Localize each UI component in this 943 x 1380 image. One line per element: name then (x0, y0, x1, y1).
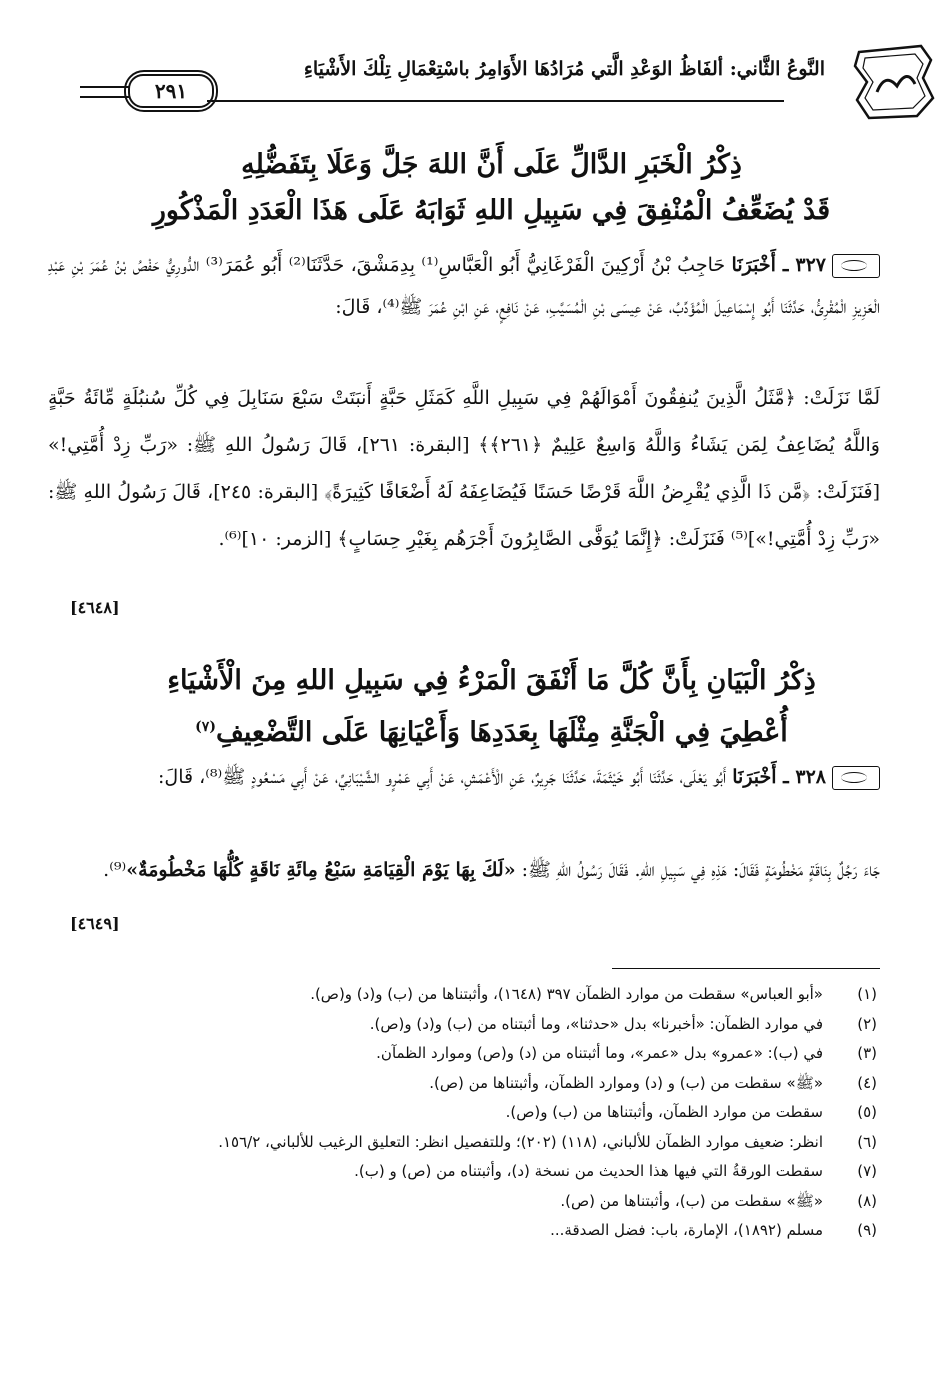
footnote-item (57, 1128, 877, 1158)
footnote-number: (٦) (857, 1132, 877, 1151)
hadith-number: ٣٢٧ ـ أَخْبَرَنَا (731, 254, 826, 276)
footnote-separator (612, 968, 880, 969)
hadith-328-isnad-paragraph (48, 756, 880, 798)
footnote-item (57, 1069, 877, 1099)
footnote-text: «ﷺ» سقطت من (ب) و (د) وموارد الظمآن، وأثبتناها من (ص). (429, 1073, 823, 1092)
footnote-number: (٨) (857, 1191, 877, 1210)
footnote-item (57, 1157, 877, 1187)
footnote-list (57, 980, 877, 1246)
footnote-mark: (٧) (195, 719, 216, 735)
footnote-number: (٤) (857, 1073, 877, 1092)
footnote-number: (١) (857, 985, 877, 1003)
footnote-text: انظر: ضعيف موارد الظمآن للألباني، (١١٨) (٢٠٢)؛ وللتفصيل انظر: التعليق الرغيب للألباني، ١٥٦/٢. (218, 1132, 823, 1151)
hadith-number: ٣٢٨ ـ أَخْبَرَنَا (732, 766, 826, 788)
footnote-item (57, 1010, 877, 1040)
footnote-item (57, 1216, 877, 1246)
header-ornament-icon (851, 38, 937, 124)
footnote-text: سقطت من موارد الظمآن، وأثبتناها من (ب) و(ص). (505, 1103, 823, 1121)
footnote-text: في (ب): «عمرو» بدل «عمر»، وما أثبتناه من (د) و(ص) وموارد الظمآن. (376, 1044, 823, 1062)
chapter-heading-1-line2: قَدْ يُضَعِّفُ الْمُنْفِقَ فِي سَبِيلِ اللهِ ثَوَابَهُ عَلَى هَذَا الْعَدَدِ الْمَذْكُورِ (152, 195, 831, 226)
chapter-heading-2 (80, 658, 903, 756)
chapter-heading-2-line1: ذِكْرُ الْبَيَانِ بِأَنَّ كُلَّ مَا أَنْفَقَ الْمَرْءُ فِي سَبِيلِ اللهِ مِنَ الْأَشْيَاءِ (167, 665, 816, 696)
hadith-reference-number: [٤٦٤٩] (70, 914, 120, 933)
hadith-327-matn-paragraph (48, 375, 880, 563)
chapter-heading-2-line2: أُعْطِيَ فِي الْجَنَّةِ مِثْلَهَا بِعَدَدِهَا وَأَعْيَانِهَا عَلَى التَّضْعِيفِ (215, 717, 788, 748)
footnote-number: (٢) (857, 1014, 877, 1033)
footnote-text: مسلم (١٨٩٢)، الإمارة، باب: فضل الصدقة... (550, 1221, 823, 1239)
chapter-heading-1 (80, 142, 903, 234)
footnote-item (57, 980, 877, 1010)
footnote-text: في موارد الظمآن: «أخبرنا» بدل «حدثنا»، وما أثبتناه من (ب) و(د) و(ص). (369, 1014, 823, 1033)
running-title: النَّوعُ الثَّاني: ألفَاظُ الوَعْدِ الَّتي مُرَادُهَا الأَوَامِرُ باسْتِعْمَالِ تِلْكَ الأَشْيَاءِ (303, 58, 825, 80)
footnote-text: سقطت الورقةُ التي فيها هذا الحديث من نسخة (د)، وأثبتناه من (ص) و (ب). (354, 1162, 823, 1180)
prophetic-saying: «لَكَ بِهَا يَوْمَ الْقِيَامَةِ سَبْعُ مِائَةِ نَاقَةٍ كُلُّهَا مَخْطُومَةٌ» (126, 859, 516, 881)
footnote-number: (٧) (857, 1162, 877, 1180)
hadith-matn: جَاءَ رَجُلٌ بِنَاقَةٍ مَخْطُومَةٍ فَقَالَ: هَذِهِ فِي سَبِيلِ اللهِ. فَقَالَ رَسُولُ اللهِ ﷺ: (521, 859, 880, 881)
footnote-item (57, 1098, 877, 1128)
hadith-327-isnad-paragraph (48, 244, 880, 328)
chapter-heading-1-line1: ذِكْرُ الْخَبَرِ الدَّالِّ عَلَى أَنَّ اللهَ جَلَّ وَعَلَا بِتَفَضُّلِهِ (241, 149, 742, 180)
footnote-text: «ﷺ» سقطت من (ب)، وأثبتناها من (ص). (560, 1191, 823, 1210)
page-number: ٢٩١ (128, 74, 214, 108)
footnote-number: (٩) (857, 1221, 877, 1239)
footnote-text: «أبو العباس» سقطت من موارد الظمآن ٣٩٧ (١٦٤٨)، وأثبتناها من (ب) و(د) و(ص). (310, 985, 823, 1003)
footnote-number: (٣) (857, 1044, 877, 1062)
hadith-marker-icon (832, 766, 880, 790)
hadith-isnad: حَاجِبُ بْنُ أَرْكِينَ الْفَرْغَانِيُّ أَبُو الْعَبَّاسِ⁽¹⁾ بِدِمَشْقَ، حَدَّثَنَا⁽²⁾ أَبُو عُمَرَ⁽³⁾ الدُّورِيُّ حَفْصُ بْنُ عُمَرَ بْنِ عَبْدِ الْعَزِيزِ الْمُقْرِئُ، حَدَّثَنَا أَبُو إِسْمَاعِيلَ الْمُؤَدِّبُ، عَنْ عِيسَى بْنِ الْمُسَيَّبِ، عَنْ نَافِعٍ، عَنِ ابْنِ عُمَرَ ﷺ⁽⁴⁾، قَالَ: (48, 254, 880, 318)
hadith-328-matn-paragraph (48, 848, 880, 893)
header-double-rule (80, 86, 130, 98)
hadith-isnad: أَبُو يَعْلَى، حَدَّثَنَا أَبُو خَيْثَمَةَ، حَدَّثَنَا جَرِيرٌ، عَنِ الْأَعْمَشِ، عَنْ أَبِي عَمْرٍو الشَّيْبَانِيِّ، عَنْ أَبِي مَسْعُودٍ ﷺ⁽⁸⁾، قَالَ: (157, 766, 727, 788)
footnote-number: (٥) (857, 1103, 877, 1121)
hadith-matn: لَمَّا نَزَلَتْ: ﴿مَّثَلُ الَّذِينَ يُنفِقُونَ أَمْوَالَهُمْ فِي سَبِيلِ اللَّهِ كَمَثَلِ حَبَّةٍ أَنبَتَتْ سَبْعَ سَنَابِلَ فِي كُلِّ سُنبُلَةٍ مِّائَةُ حَبَّةٍ وَاللَّهُ يُضَاعِفُ لِمَن يَشَاءُ وَاللَّهُ وَاسِعٌ عَلِيمٌ ﴿٢٦١﴾﴾ [البقرة: ٢٦١]، قَالَ رَسُولُ اللهِ ﷺ: «رَبِّ زِدْ أُمَّتِي!» [فَنَزَلَتْ: ﴿مَّن ذَا الَّذِي يُقْرِضُ اللَّهَ قَرْضًا حَسَنًا فَيُضَاعِفَهُ لَهُ أَضْعَافًا كَثِيرَةً﴾ [البقرة: ٢٤٥]، قَالَ رَسُولُ اللهِ ﷺ: «رَبِّ زِدْ أُمَّتِي!»]⁽⁵⁾ فَنَزَلَتْ: ﴿إِنَّمَا يُوَفَّى الصَّابِرُونَ أَجْرَهُم بِغَيْرِ حِسَابٍ﴾ [الزمر: ١٠]⁽⁶⁾. (48, 387, 880, 550)
hadith-reference-number: [٤٦٤٨] (70, 598, 120, 617)
footnote-item (57, 1187, 877, 1217)
hadith-matn-end: ⁽⁹⁾. (103, 859, 127, 881)
footnote-item (57, 1039, 877, 1069)
hadith-marker-icon (832, 254, 880, 278)
header-rule (207, 100, 784, 102)
